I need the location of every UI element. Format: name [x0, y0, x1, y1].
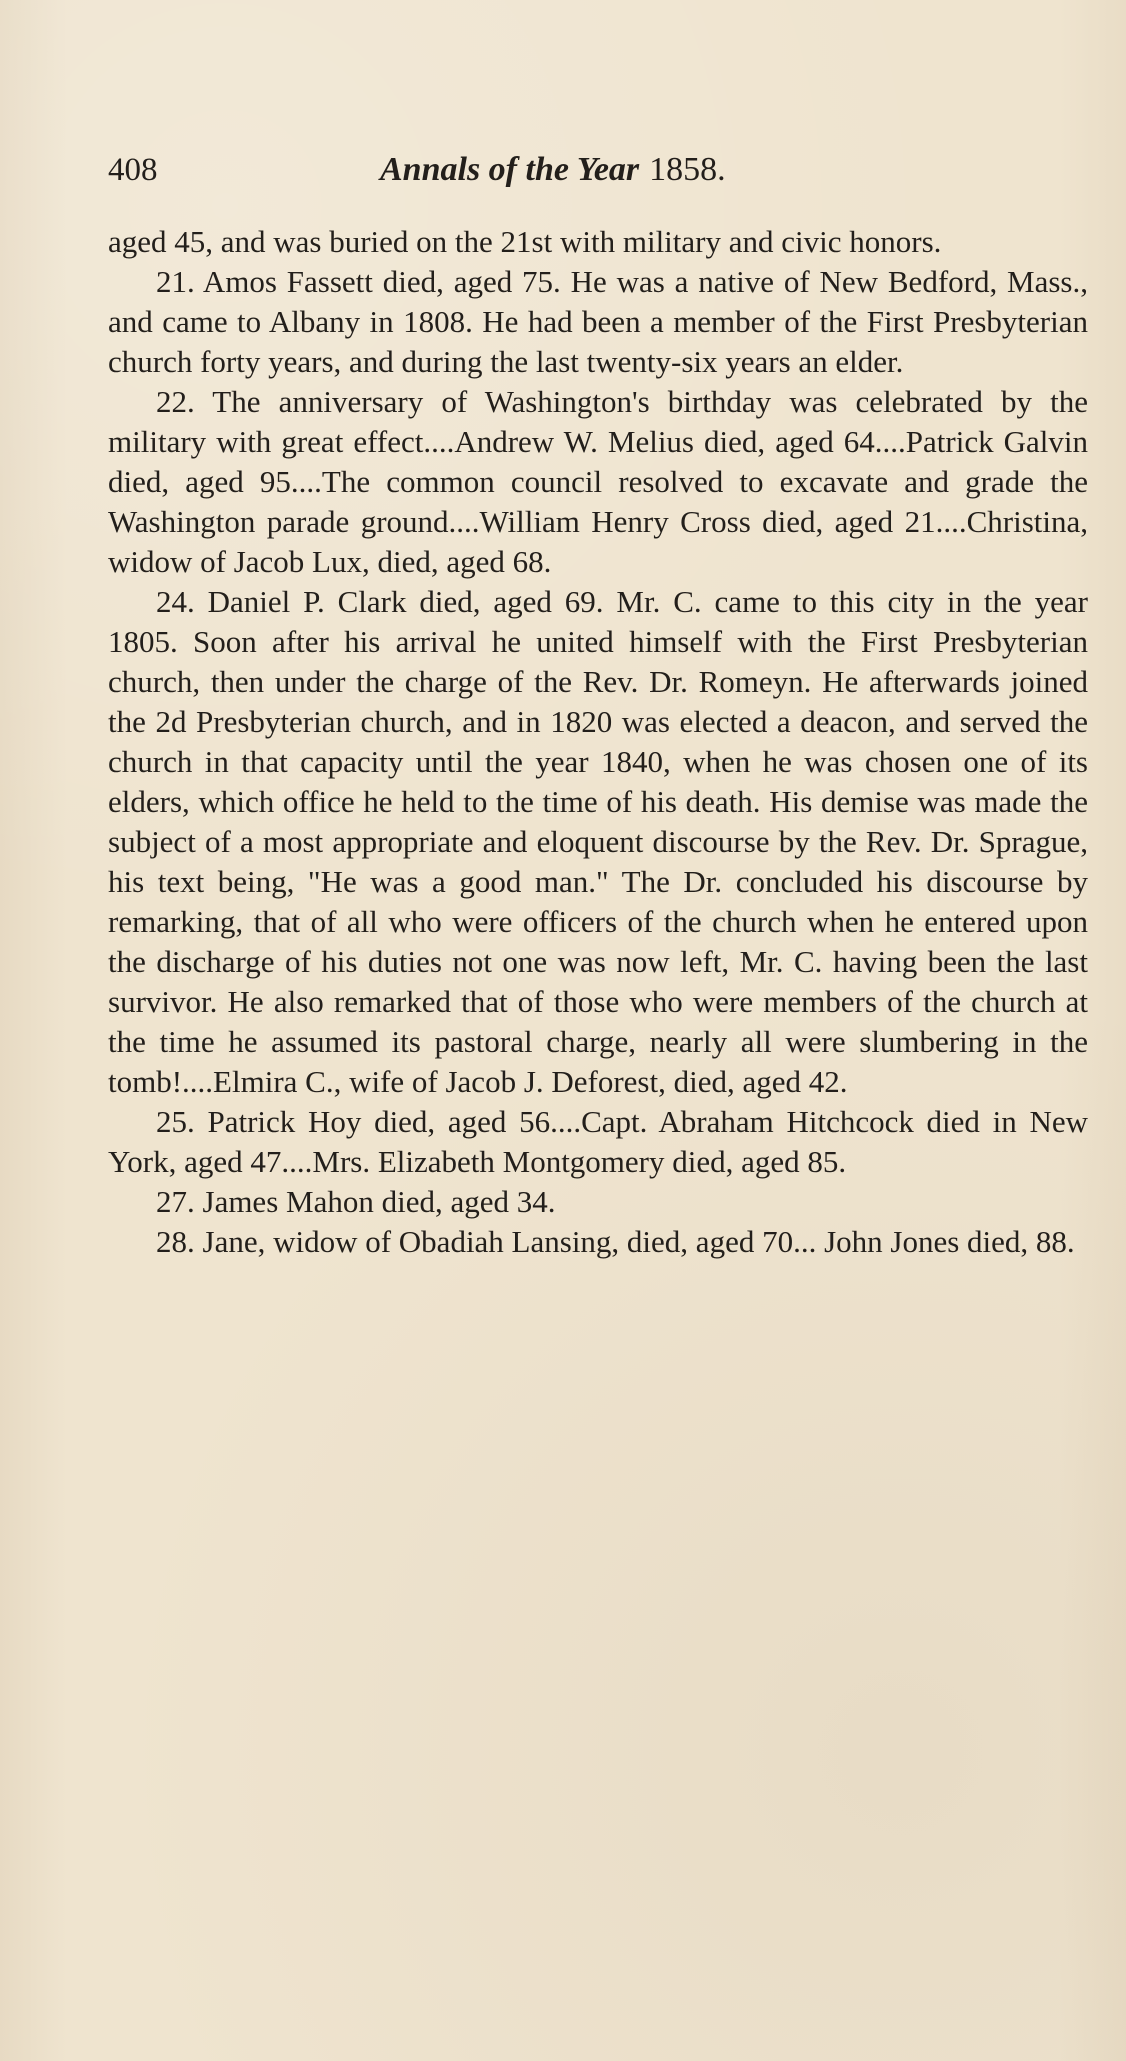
paragraph-entry-27: 27. James Mahon died, aged 34.: [156, 1184, 556, 1219]
running-title-year: 1858.: [649, 151, 726, 188]
paragraph-entry-28: 28. Jane, widow of Obadiah Lansing, died, aged 70... John Jones died, 88.: [156, 1224, 1075, 1259]
paragraph-entry-25: 25. Patrick Hoy died, aged 56....Capt. Abraham Hitchcock died in New York, aged 47....Mrs. Elizabeth Montgomery died, aged 85.: [108, 1104, 1088, 1179]
paragraph-entry-22: 22. The anniversary of Washington's birthday was celebrated by the military with great effect....Andrew W. Melius died, aged 64....Patrick Galvin died, aged 95....The common council resolved to excavate and grade the Washington parade ground....William Henry Cross died, aged 21....Christina, widow of Jacob Lux, died, aged 68.: [108, 384, 1088, 579]
paragraph-entry-24: 24. Daniel P. Clark died, aged 69. Mr. C. came to this city in the year 1805. Soon after his arrival he united himself with the First Presbyterian church, then under the charge of the Rev. Dr. Romeyn. He afterwards joined the 2d Presbyterian church, and in 1820 was elected a deacon, and served the church in that capacity until the year 1840, when he was chosen one of its elders, which office he held to the time of his death. His demise was made the subject of a most appropriate and eloquent discourse by the Rev. Dr. Sprague, his text being, "He was a good man." The Dr. concluded his discourse by remarking, that of all who were officers of the church when he entered upon the discharge of his duties not one was now left, Mr. C. having been the last survivor. He also remarked that of those who were members of the church at the time he assumed its pastoral charge, nearly all were slumbering in the tomb!....Elmira C., wife of Jacob J. Deforest, died, aged 42.: [108, 584, 1088, 1099]
page-body: [108, 222, 1088, 1262]
running-title: [380, 150, 726, 190]
paragraph-entry-21: 21. Amos Fassett died, aged 75. He was a native of New Bedford, Mass., and came to Albany in 1808. He had been a member of the First Presbyterian church forty years, and during the last twenty-six years an elder.: [108, 264, 1088, 379]
page-number: 408: [108, 152, 158, 188]
running-header: [108, 150, 1108, 190]
paragraph-continuation: aged 45, and was buried on the 21st with military and civic honors.: [108, 224, 942, 259]
running-title-text: Annals of the Year: [380, 151, 640, 188]
